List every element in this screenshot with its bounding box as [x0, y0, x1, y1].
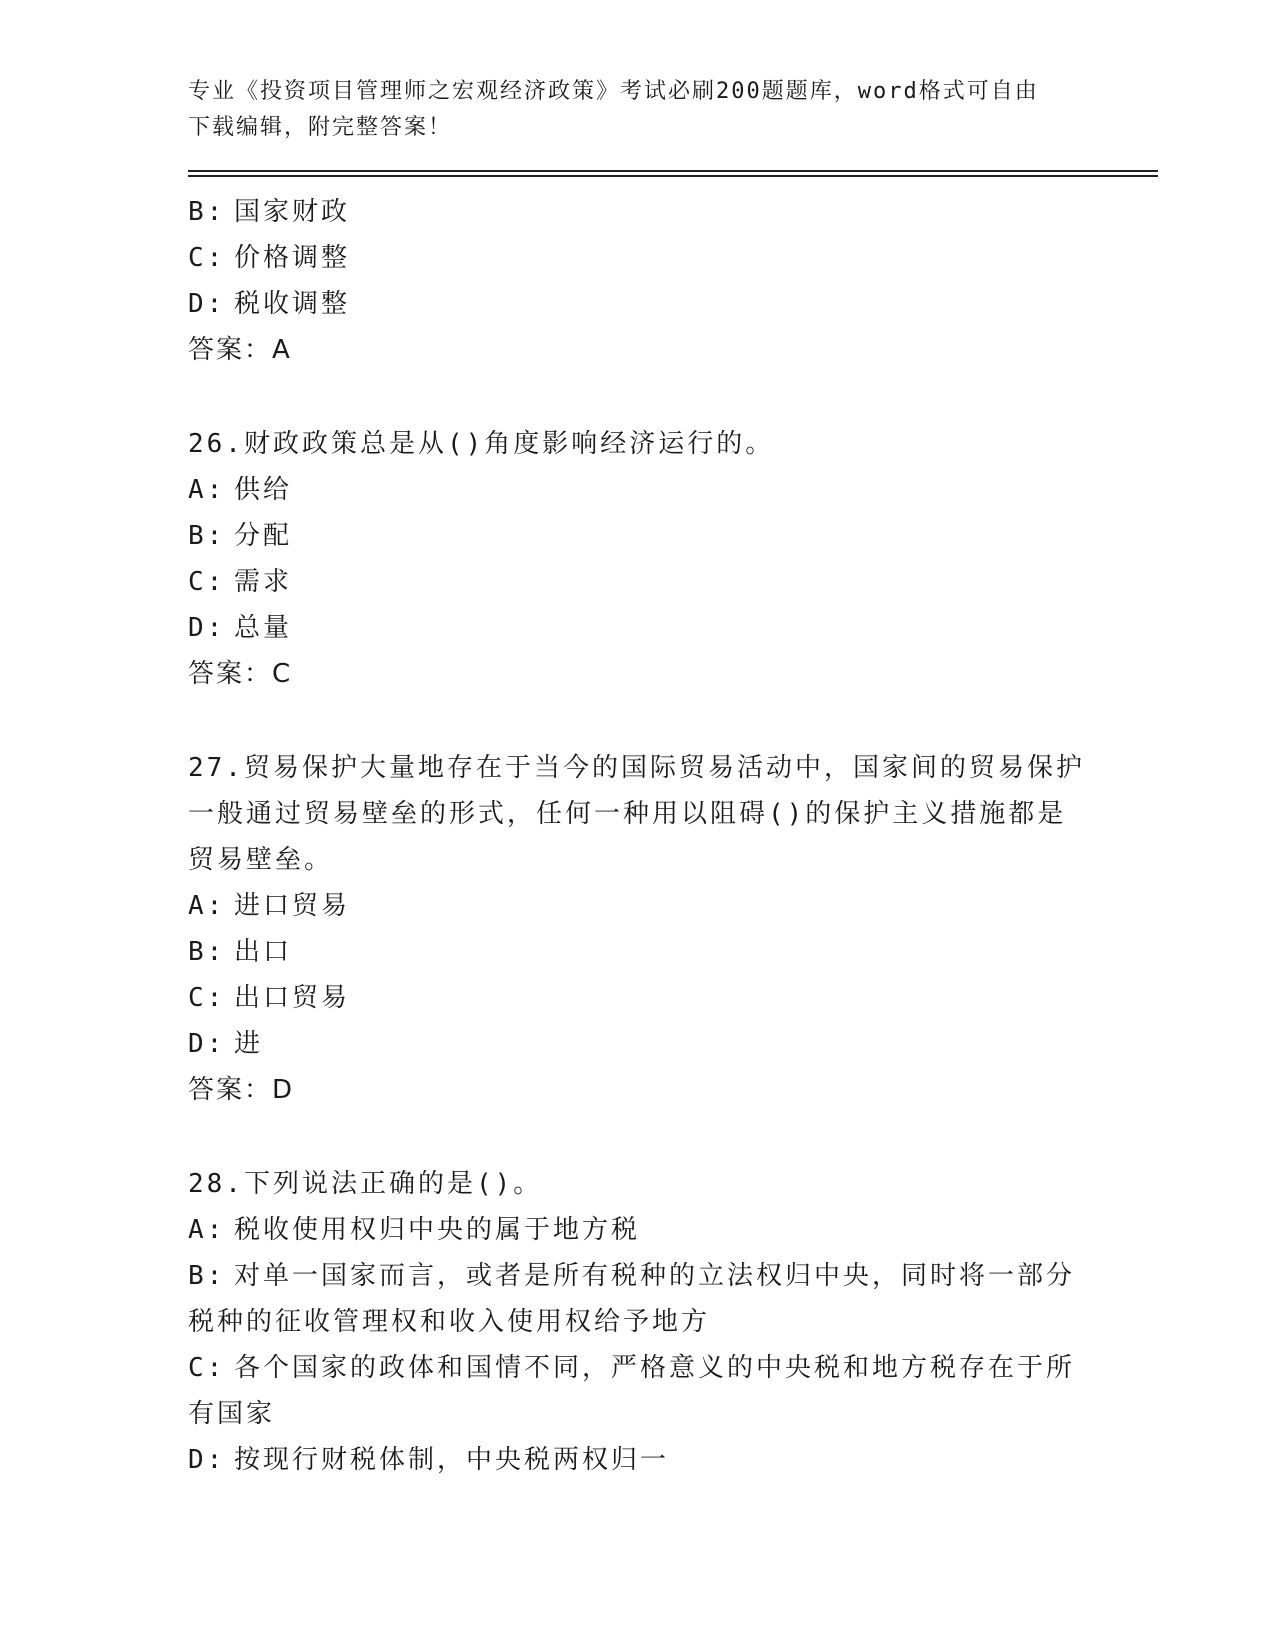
question-stem: 28.下列说法正确的是()。: [188, 1169, 543, 1199]
question-stem: 26.财政政策总是从()角度影响经济运行的。: [188, 429, 775, 459]
question-28: [188, 1161, 1088, 1483]
option-a: A: 进口贸易: [188, 891, 351, 921]
option-d: D: 总量: [188, 613, 293, 643]
option-d: D: 按现行财税体制，中央税两权归一: [188, 1445, 670, 1475]
option-d: D: 税收调整: [188, 289, 351, 319]
option-b: B: 对单一国家而言，或者是所有税种的立法权归中央，同时将一部分: [188, 1261, 1076, 1291]
header-rule-bottom: [188, 175, 1158, 177]
option-b: B: 国家财政: [188, 197, 351, 227]
header-line-1: 专业《投资项目管理师之宏观经济政策》考试必刷200题题库，word格式可自由: [188, 79, 1039, 104]
question-26: [188, 421, 1088, 697]
question-stem-line-2: 一般通过贸易壁垒的形式，任何一种用以阻碍()的保护主义措施都是: [188, 799, 1067, 829]
option-b: B: 出口: [188, 937, 293, 967]
question-stem-line-3: 贸易壁垒。: [188, 845, 334, 875]
answer: 答案：C: [188, 659, 293, 689]
header-line-2: 下载编辑，附完整答案！: [188, 115, 453, 140]
option-d: D: 进: [188, 1029, 264, 1059]
answer: 答案：A: [188, 335, 292, 365]
document-header: [188, 74, 1088, 146]
answer: 答案：D: [188, 1075, 295, 1105]
option-c: C: 价格调整: [188, 243, 351, 273]
option-a: A: 税收使用权归中央的属于地方税: [188, 1215, 641, 1245]
option-b-continued: 税种的征收管理权和收入使用权给予地方: [188, 1307, 711, 1337]
question-stem-line-1: 27.贸易保护大量地存在于当今的国际贸易活动中，国家间的贸易保护: [188, 753, 1085, 783]
question-list: [188, 189, 1088, 1483]
header-rule-top: [188, 170, 1158, 172]
question-25: [188, 189, 1088, 373]
option-b: B: 分配: [188, 521, 293, 551]
option-a: A: 供给: [188, 475, 293, 505]
option-c-continued: 有国家: [188, 1399, 276, 1429]
option-c: C: 需求: [188, 567, 293, 597]
option-c: C: 出口贸易: [188, 983, 351, 1013]
question-27: [188, 745, 1088, 1113]
option-c: C: 各个国家的政体和国情不同，严格意义的中央税和地方税存在于所: [188, 1353, 1076, 1383]
